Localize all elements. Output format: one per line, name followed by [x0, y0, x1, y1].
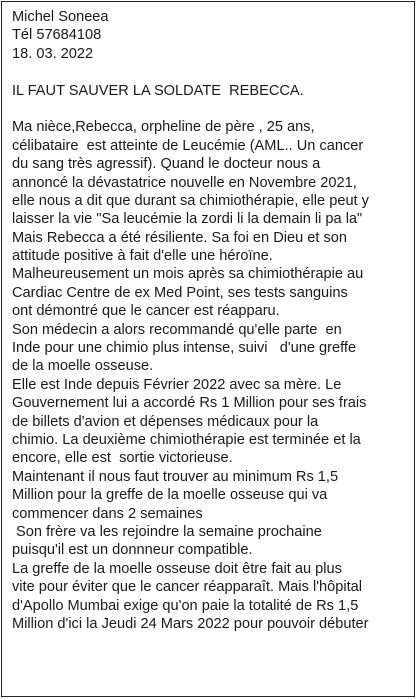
- body-line: elle nous a dit que durant sa chimiothérapie, elle peut y: [12, 192, 369, 209]
- body-line: commencer dans 2 semaines: [12, 505, 203, 522]
- body-line: Million pour la greffe de la moelle osseuse qui va: [12, 487, 328, 504]
- author-name: Michel Soneea: [12, 9, 109, 25]
- body-line: Million d'ici la Jeudi 24 Mars 2022 pour pouvoir débuter: [12, 615, 369, 632]
- body-line: La greffe de la moelle osseuse doit être fait au plus: [12, 560, 342, 577]
- body-line: du sang très agressif). Quand le docteur nous a: [12, 156, 321, 173]
- document-title: IL FAUT SAUVER LA SOLDATE REBECCA.: [12, 82, 304, 99]
- body-line: Malheureusement un mois après sa chimiothérapie au: [12, 266, 364, 283]
- body-line: attitude positive à fait d'elle une héroïne.: [12, 248, 273, 265]
- document-body: [12, 8, 408, 633]
- body-line: Inde pour une chimio plus intense, suivi d'une greffe: [12, 340, 357, 357]
- body-line: Maintenant il nous faut trouver au minimum Rs 1,5: [12, 468, 339, 485]
- body-line: Mais Rebecca a été résiliente. Sa foi en Dieu et son: [12, 229, 348, 246]
- body-text: [12, 118, 408, 633]
- body-line: d'Apollo Mumbai exige qu'on paie la totalité de Rs 1,5: [12, 597, 359, 614]
- body-line: annoncé la dévastatrice nouvelle en Novembre 2021,: [12, 174, 357, 191]
- body-line: ont démontré que le cancer est réapparu.: [12, 303, 280, 320]
- author-phone: Tél 57684108: [12, 27, 102, 44]
- body-line: Son médecin a alors recommandé qu'elle parte en: [12, 321, 342, 338]
- body-line: Ma nièce,Rebecca, orpheline de père , 25 ans,: [12, 119, 315, 136]
- body-line: Gouvernement lui a accordé Rs 1 Million pour ses frais: [12, 395, 367, 412]
- body-line: Son frère va les rejoindre la semaine prochaine: [12, 523, 322, 540]
- body-line: vite pour éviter que le cancer réapparaît. Mais l'hôpital: [12, 579, 362, 596]
- body-line: Cardiac Centre de ex Med Point, ses tests sanguins: [12, 284, 348, 301]
- body-line: de la moelle osseuse.: [12, 358, 154, 375]
- body-line: encore, elle est sortie victorieuse.: [12, 450, 233, 467]
- body-line: célibataire est atteinte de Leucémie (AML.. Un cancer: [12, 137, 364, 154]
- spacer: [12, 100, 408, 118]
- document-frame: [1, 1, 415, 697]
- body-line: Elle est Inde depuis Février 2022 avec sa mère. Le: [12, 376, 342, 393]
- spacer: [12, 63, 408, 81]
- body-line: laisser la vie "Sa leucémie la zordi li la demain li pa la": [12, 211, 363, 228]
- body-line: puisqu'il est un donnneur compatible.: [12, 542, 253, 559]
- document-date: 18. 03. 2022: [12, 45, 94, 62]
- body-line: de billets d'avion et dépenses médicaux pour la: [12, 413, 319, 430]
- body-line: chimio. La deuxième chimiothérapie est terminée et la: [12, 431, 361, 448]
